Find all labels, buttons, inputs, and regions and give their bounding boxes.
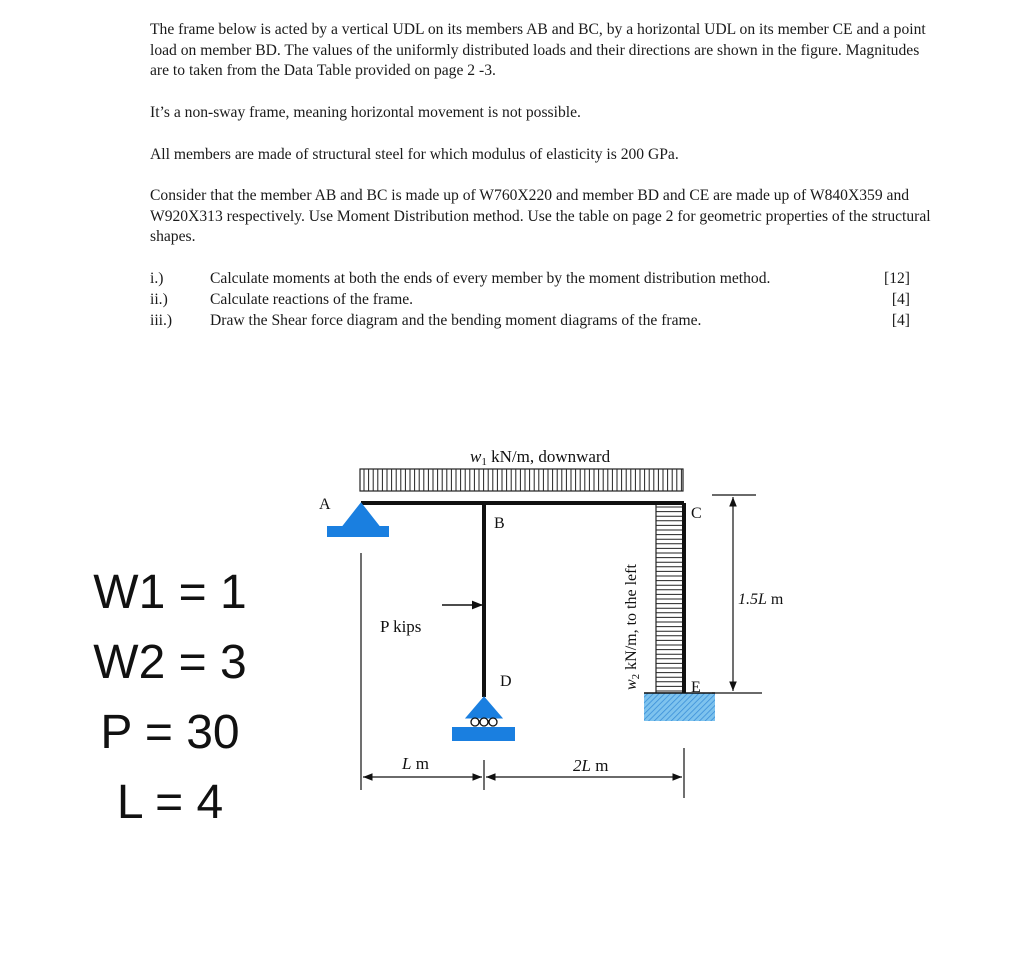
roller-support-d xyxy=(452,697,515,741)
dim-right-label: 2L m xyxy=(573,756,609,775)
given-l: L = 4 xyxy=(116,776,224,829)
fixed-support-e xyxy=(644,693,715,721)
dimension-lines xyxy=(361,495,762,798)
w2-load-label: w2 kN/m, to the left xyxy=(623,564,642,690)
w1-load-label: w1 kN/m, downward xyxy=(470,447,611,468)
dim-left-label: L m xyxy=(402,754,429,773)
dim-height-label: 1.5L m xyxy=(738,591,784,608)
question-marks: [4] xyxy=(891,312,910,329)
question-number: i.) xyxy=(150,270,164,287)
point-load-label: P kips xyxy=(380,617,422,636)
node-b-label: B xyxy=(494,515,505,532)
pin-support-a xyxy=(327,503,389,537)
question-number: iii.) xyxy=(150,312,173,329)
node-d-label: D xyxy=(500,673,512,690)
node-a-label: A xyxy=(319,496,331,513)
question-number: ii.) xyxy=(150,291,168,308)
intro-paragraph: The frame below is acted by a vertical UDL on its members AB and BC, by a horizontal UDL on its member CE and a point load on member BD. The values of the uniformly distributed loads and their directions are shown in the figure. Magnitudes are to taken from the Data Table provided on page 2 -3. xyxy=(150,21,926,79)
sections-paragraph: Consider that the member AB and BC is made up of W760X220 and member BD and CE are made up of W840X359 and W920X313 respectively. Use Moment Distribution method. Use the table on page 2 for geometric properties of the structural shapes. xyxy=(150,187,931,245)
given-w1: W1 = 1 xyxy=(93,566,247,619)
question-marks: [4] xyxy=(891,291,910,308)
question-text: Calculate reactions of the frame. xyxy=(210,291,414,308)
question-text: Draw the Shear force diagram and the bending moment diagrams of the frame. xyxy=(210,312,702,329)
udl-w2-load xyxy=(656,503,683,693)
question-text: Calculate moments at both the ends of every member by the moment distribution method. xyxy=(210,270,771,287)
udl-w1-load xyxy=(360,469,683,491)
question-marks: [12] xyxy=(884,270,910,287)
given-p: P = 30 xyxy=(100,706,240,759)
given-w2: W2 = 3 xyxy=(93,636,247,689)
sway-paragraph: It’s a non-sway frame, meaning horizontal movement is not possible. xyxy=(150,104,581,121)
node-e-label: E xyxy=(691,679,701,696)
node-c-label: C xyxy=(691,505,702,522)
material-paragraph: All members are made of structural steel for which modulus of elasticity is 200 GPa. xyxy=(150,146,679,163)
